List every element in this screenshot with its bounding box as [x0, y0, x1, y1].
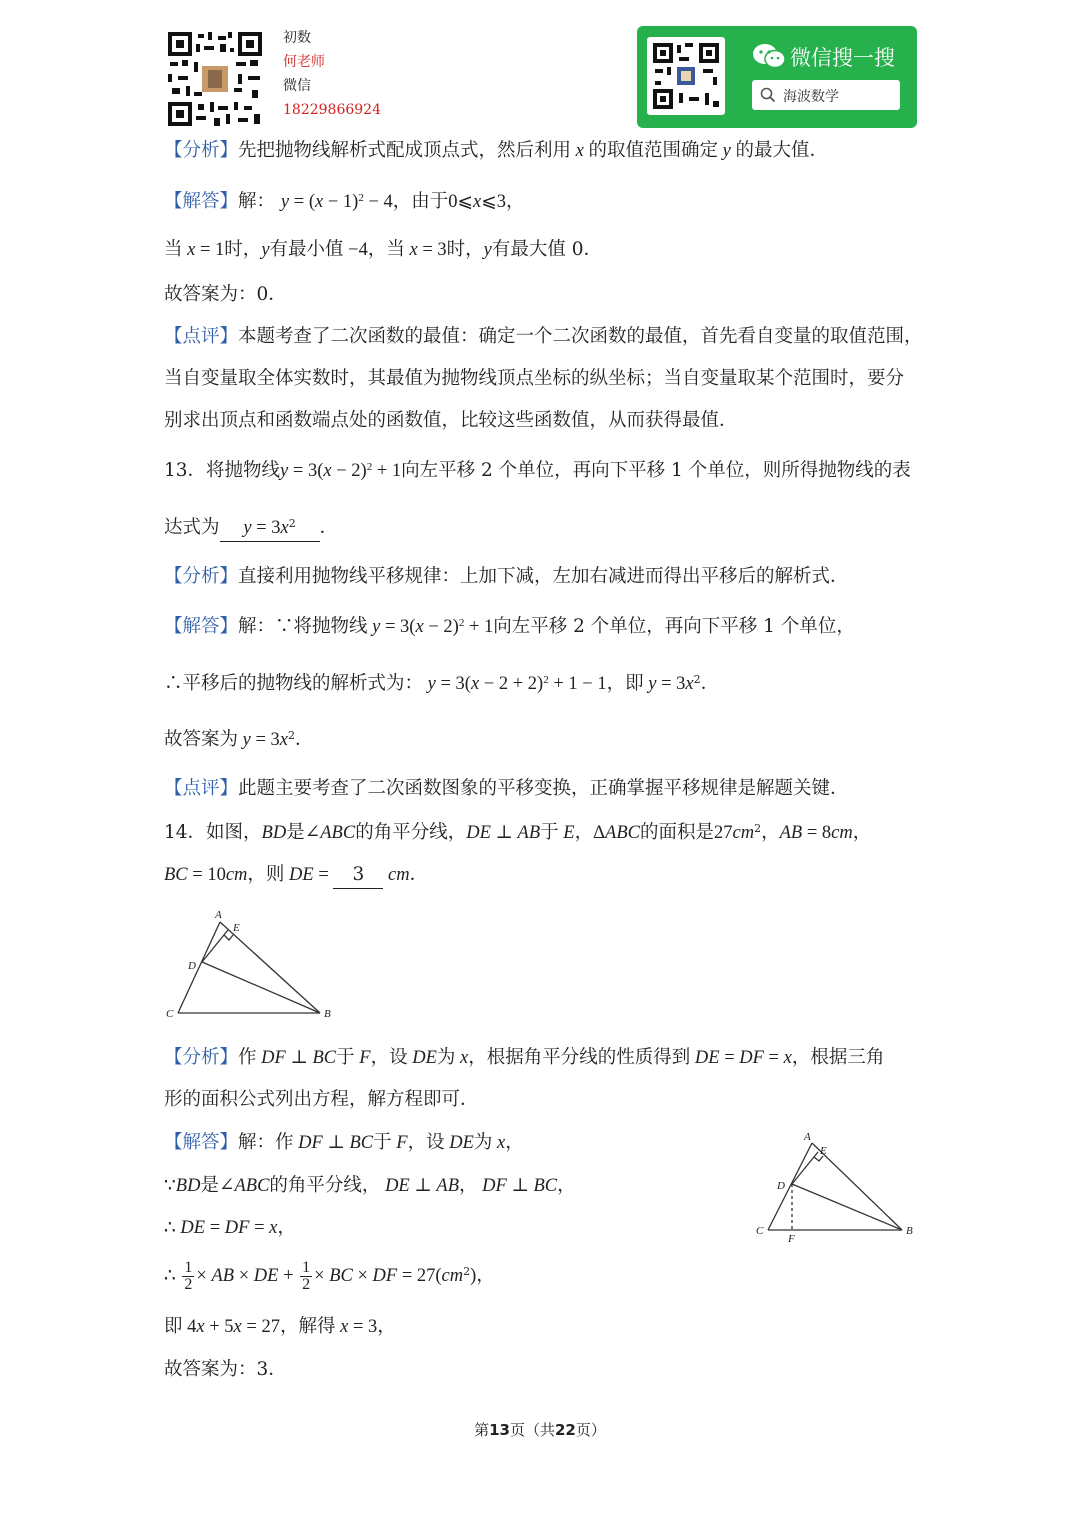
- label-f: F: [788, 1233, 795, 1245]
- label-b: B: [324, 1008, 331, 1020]
- triangle-figure-with-f: [752, 1128, 922, 1246]
- q12-analysis: 【分析】先把抛物线解析式配成顶点式，然后利用 x 的取值范围确定 y 的最大值．: [164, 140, 828, 161]
- analysis-tag: 【分析】: [164, 140, 239, 161]
- q13-analysis: 【分析】直接利用抛物线平移规律：上加下减，左加右减进而得出平移后的解析式．: [164, 566, 849, 587]
- contact-phone: 18229866924: [283, 102, 381, 118]
- wechat-search-text: 海波数学: [783, 89, 839, 105]
- answer-tag: 【解答】: [164, 191, 239, 212]
- q13-answer-line2: ∴平移后的抛物线的解析式为： $y = 3(x - 2 + 2)^2 + 1 - 1$，即 $y = 3x^2$．: [164, 673, 720, 694]
- label-c: C: [756, 1225, 764, 1237]
- q12-comment2: 当自变量取全体实数时，其最值为抛物线顶点坐标的纵坐标；当自变量取某个范围时，要分: [164, 368, 905, 389]
- q12-comment3: 别求出顶点和函数端点处的函数值，比较这些函数值，从而获得最值．: [164, 410, 738, 431]
- q14-analysis: 【分析】作 DF ⊥ BC于 F，设 DE为 x，根据角平分线的性质得到 DE = DF = x，根据三角: [164, 1047, 885, 1068]
- side-ab: [220, 922, 320, 1013]
- page-total: 22: [555, 1421, 576, 1439]
- side-ac: [768, 1143, 812, 1230]
- qr-code-icon: [168, 32, 262, 126]
- q14-stem: 14．如图，BD是∠ABC的角平分线，DE ⊥ AB于 E，ΔABC的面积是$27cm^2$，AB = 8cm，: [164, 822, 872, 843]
- label-e: E: [820, 1145, 827, 1157]
- label-a: A: [804, 1131, 811, 1143]
- label-e: E: [233, 922, 240, 934]
- q14-stem-line2: BC = 10cm，则 DE = 3 cm．: [164, 862, 428, 889]
- contact-line-1: 初数: [283, 30, 311, 46]
- label-c: C: [166, 1008, 174, 1020]
- q14-answer-line5: 即 4x + 5x = 27，解得 x = 3，: [164, 1316, 396, 1337]
- search-icon: [760, 87, 776, 103]
- comment-tag: 【点评】: [164, 326, 239, 347]
- q13-stem-line2: 达式为 $y = 3x^2$ ．: [164, 515, 338, 542]
- q12-answer-line2: 当 x = 1时，y有最小值 −4，当 x = 3时，y有最大值 0．: [164, 239, 603, 260]
- segment-de: [202, 930, 228, 962]
- qr-code-right: [647, 37, 725, 115]
- q14-final: 故答案为：3．: [164, 1359, 287, 1380]
- wechat-search-title: 微信搜一搜: [790, 46, 895, 70]
- q12-final: 故答案为：0．: [164, 284, 287, 305]
- q13-stem: 13．将抛物线$y = 3(x - 2)^2 + 1$向左平移 2 个单位，再向下平移 1 个单位，则所得抛物线的表: [164, 460, 911, 481]
- page-number: 13: [489, 1421, 510, 1439]
- bisector-bd: [202, 962, 320, 1013]
- page-footer: 第13页（共22页）: [474, 1421, 606, 1439]
- q14-answer-line4: ∴ $\frac{1}{2}$ × AB × DE + $\frac{1}{2}$ × BC × DF = $27(cm^2)$，: [164, 1258, 495, 1293]
- q13-comment: 【点评】此题主要考查了二次函数图象的平移变换，正确掌握平移规律是解题关键．: [164, 778, 849, 799]
- q14-answer-blank: 3: [333, 862, 383, 889]
- label-b: B: [906, 1225, 913, 1237]
- q12-answer: 【解答】解： $y = (x - 1)^2 - 4$，由于0⩽x⩽3，: [164, 191, 525, 212]
- triangle-figure: [160, 905, 340, 1023]
- q13-answer-blank: $y = 3x^2$: [220, 515, 320, 542]
- contact-line-name: 何老师: [283, 54, 325, 70]
- right-angle-mark: [224, 935, 233, 940]
- label-d: D: [777, 1180, 785, 1192]
- qr-code-left: [168, 32, 262, 126]
- q14-answer-line3: ∴ DE = DF = x，: [164, 1218, 296, 1238]
- bisector-bd: [792, 1184, 902, 1230]
- qr-code-icon: [647, 37, 725, 115]
- label-a: A: [215, 909, 222, 921]
- q13-answer: 【解答】解：∵将抛物线 $y = 3(x - 2)^2 + 1$向左平移 2 个单位，再向下平移 1 个单位，: [164, 616, 855, 637]
- wechat-logo-icon: [752, 42, 786, 70]
- label-d: D: [188, 960, 196, 972]
- q14-answer-line2: ∵BD是∠ABC的角平分线， DE ⊥ AB， DF ⊥ BC，: [164, 1175, 576, 1196]
- q13-final: 故答案为 $y = 3x^2$．: [164, 729, 314, 750]
- q14-analysis-line2: 形的面积公式列出方程，解方程即可．: [164, 1089, 479, 1110]
- q12-comment1: 【点评】本题考查了二次函数的最值：确定一个二次函数的最值，首先看自变量的取值范围，: [164, 326, 923, 347]
- q14-answer-line1: 【解答】解：作 DF ⊥ BC于 F，设 DE为 x，: [164, 1132, 524, 1153]
- contact-line-wechat: 微信: [283, 78, 311, 94]
